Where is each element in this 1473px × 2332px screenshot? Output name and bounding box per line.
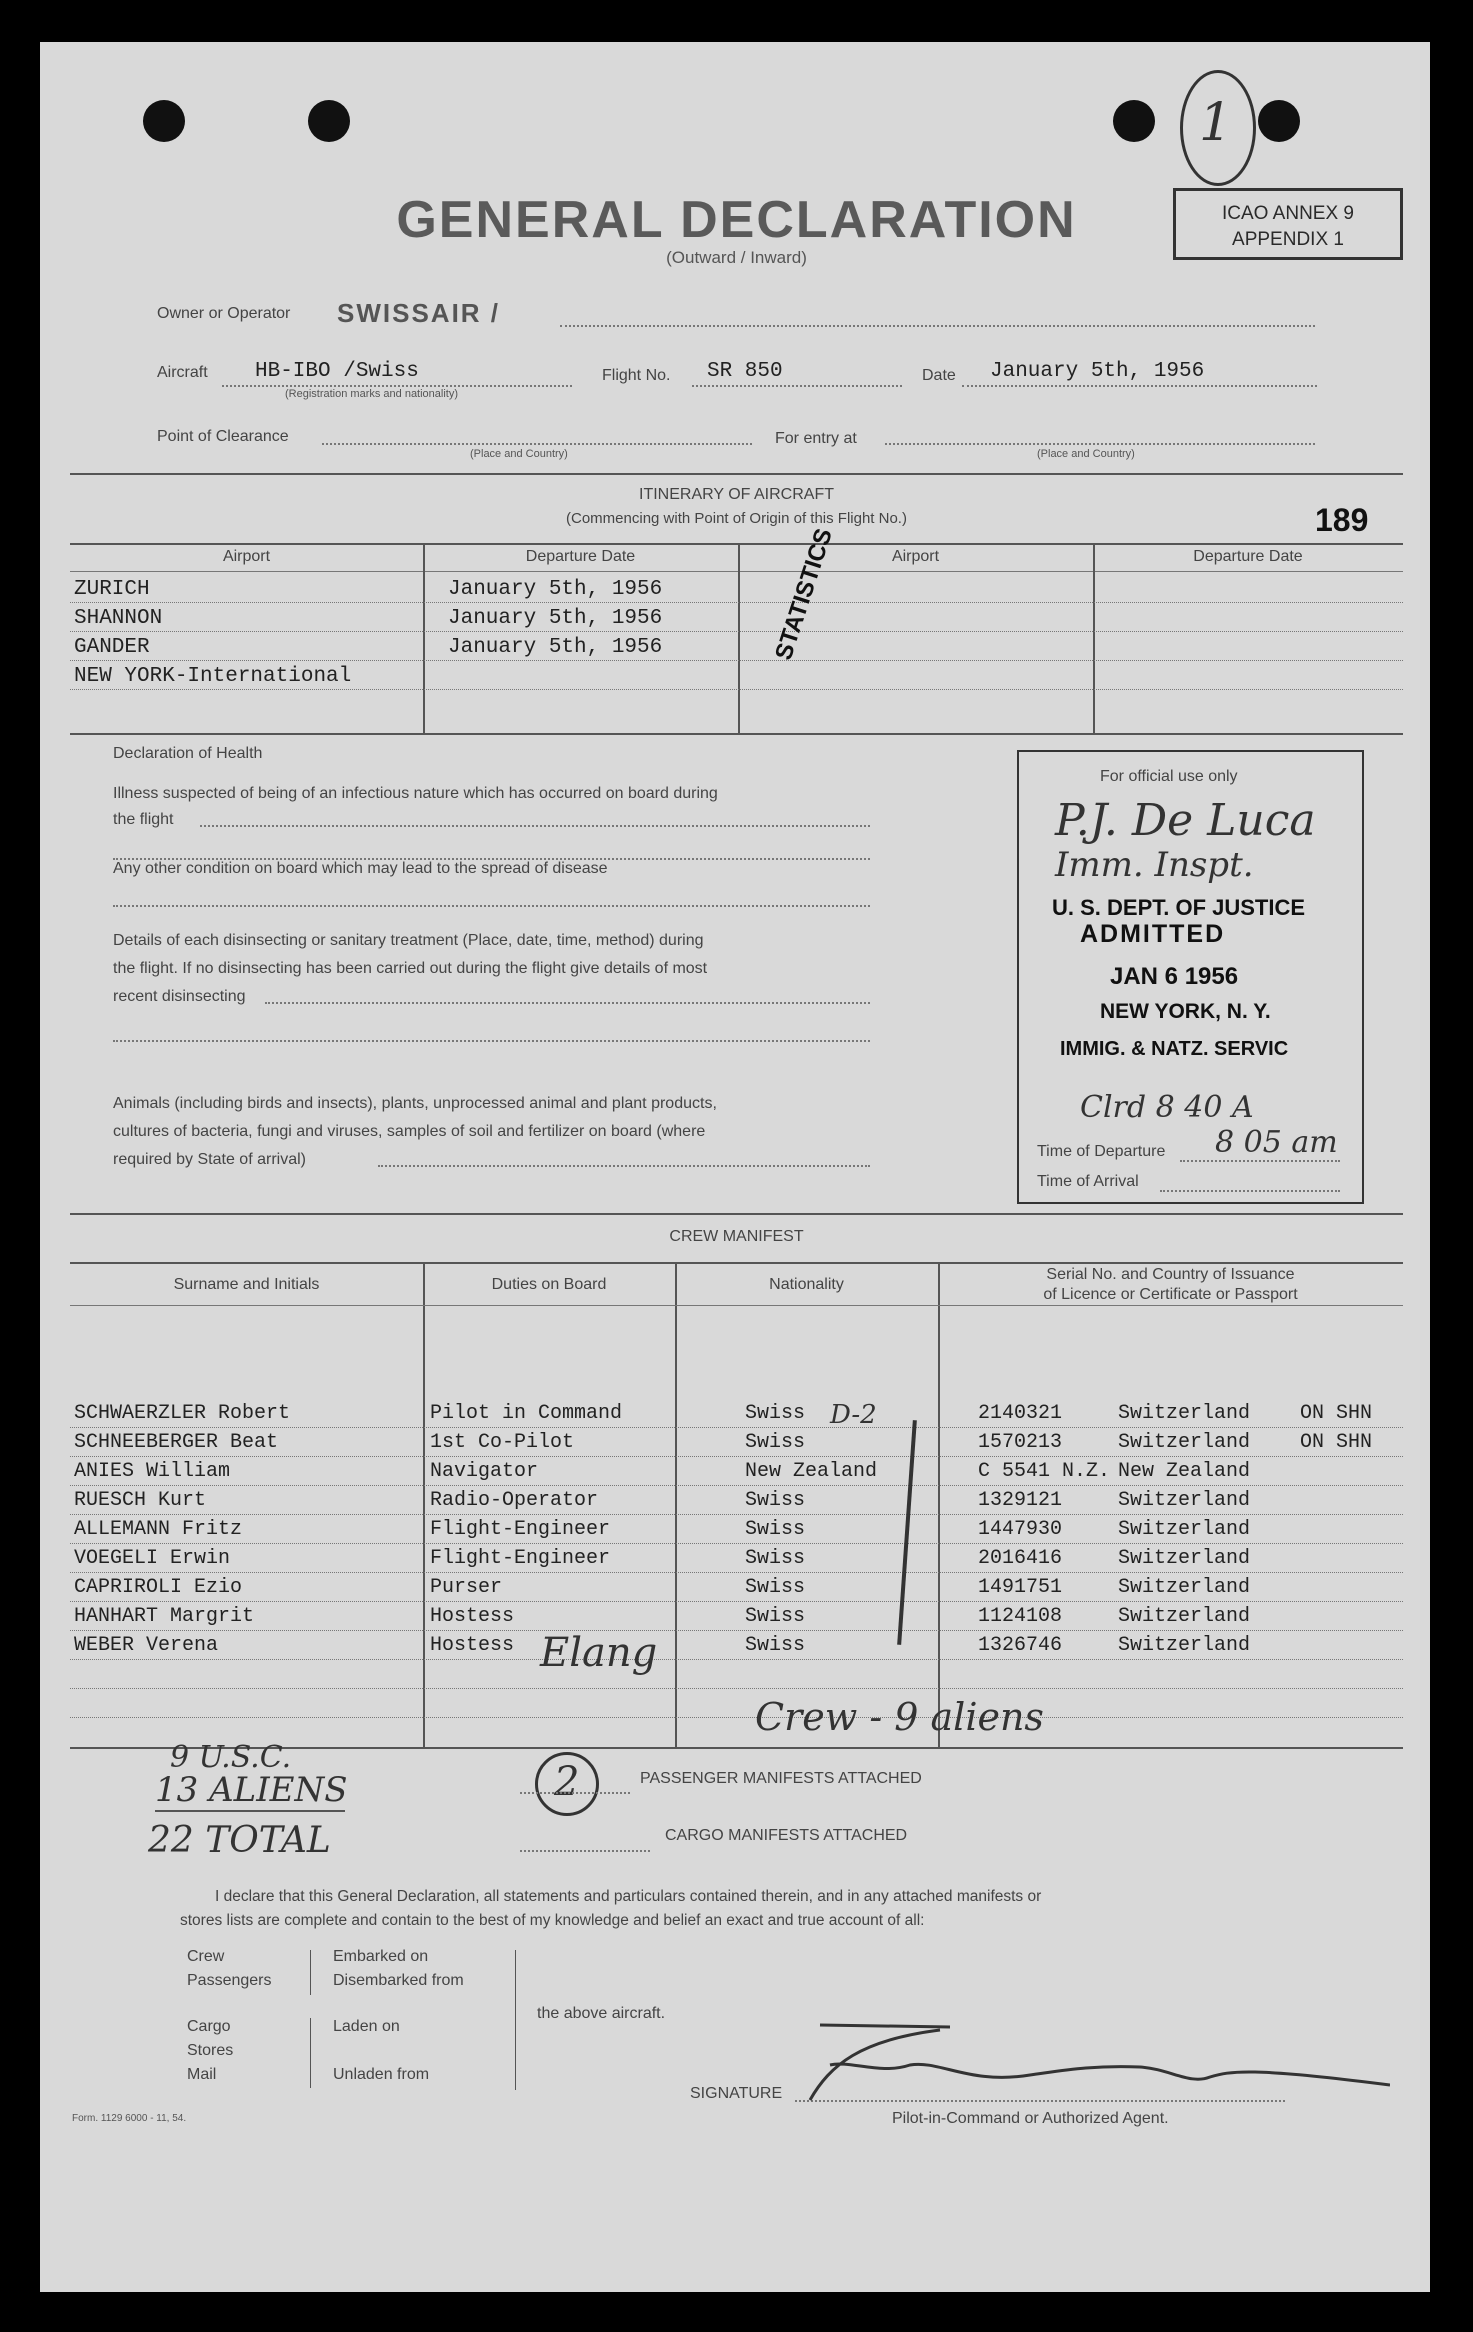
crew-country: Switzerland [1118,1402,1251,1425]
col-departure-2: Departure Date [1193,548,1303,565]
pilot-signature [790,2005,1390,2115]
column-rule [1093,543,1095,733]
row-line [70,1630,1403,1631]
crew-nat: Swiss [745,1402,806,1425]
answer-line [200,825,870,827]
page-title: GENERAL DECLARATION [396,191,1077,249]
crew-country: Switzerland [1118,1605,1251,1628]
column-rule [423,1262,425,1747]
health-q4: Animals (including birds and insects), plants, unprocessed animal and plant products, [113,1095,717,1112]
page-number: 189 [1315,502,1369,538]
crew-name: RUESCH Kurt [74,1489,207,1512]
icao-line1: ICAO ANNEX 9 [1222,203,1354,224]
official-title-handwritten: Imm. Inspt. [1055,845,1254,885]
entry-note: (Place and Country) [1037,448,1135,460]
flight-label: Flight No. [602,367,671,384]
entry-label: For entry at [775,430,857,447]
passenger-count-circle [535,1752,599,1816]
nationality-mark: D-2 [830,1400,877,1430]
crew-duty: Purser [430,1576,503,1599]
row-line [70,689,1403,690]
date-value: January 5th, 1956 [990,360,1205,383]
row-line [70,1572,1403,1573]
count-line [520,1792,630,1794]
col-name: Surname and Initials [173,1276,320,1293]
bracket [310,1950,311,1995]
itinerary-airport: SHANNON [74,607,163,630]
health-q3: Details of each disinsecting or sanitary treatment (Place, date, time, method) during [113,932,704,949]
crew-country: Switzerland [1118,1547,1251,1570]
underline [155,1810,345,1812]
col-duties: Duties on Board [491,1276,607,1293]
itinerary-title: ITINERARY OF AIRCRAFT [639,486,834,503]
column-rule [738,543,740,733]
itinerary-airport: NEW YORK-International [74,665,352,688]
answer-line [378,1165,870,1167]
row-line [70,1601,1403,1602]
health-q3-cont: the flight. If no disinsecting has been carried out during the flight give details of most [113,960,708,977]
crew-name: WEBER Verena [74,1634,219,1657]
crew-country: Switzerland [1118,1431,1251,1454]
itinerary-header-line [70,571,1403,572]
row-line [70,1485,1403,1486]
handwritten-initials: Elang [540,1630,658,1676]
punch-hole [143,100,185,142]
decl-above: the above aircraft. [537,2005,666,2022]
total-all: 22 TOTAL [148,1820,331,1861]
form-number: Form. 1129 6000 - 11, 54. [72,2113,187,2124]
crew-duty: 1st Co-Pilot [430,1431,575,1454]
crew-header-line [70,1305,1403,1306]
row-line [70,602,1403,603]
bracket [515,1950,516,2090]
crew-top-line [70,1262,1403,1264]
row-line [70,1659,1403,1660]
arrival-label: Time of Arrival [1037,1173,1139,1190]
stamp-place: NEW YORK, N. Y. [1100,1000,1271,1023]
col-departure-1: Departure Date [525,548,636,565]
itinerary-date: January 5th, 1956 [448,607,663,630]
health-q4-cont: cultures of bacteria, fungi and viruses, samples of soil and fertilizer on board (where [113,1123,706,1140]
col-serial: Serial No. and Country of Issuance [1046,1266,1295,1283]
crew-extra: ON SHN [1300,1402,1373,1425]
crew-name: CAPRIROLI Ezio [74,1576,243,1599]
declaration-text: I declare that this General Declaration, all statements and particulars contained therein, and in any attached manifests or [215,1888,1042,1905]
page-subtitle: (Outward / Inward) [666,248,807,267]
crew-hand-note: Crew - 9 aliens [755,1695,1044,1739]
stamp-admitted: ADMITTED [1080,920,1226,948]
crew-serial: C 5541 N.Z. [978,1460,1111,1483]
clearance-label: Point of Clearance [157,428,289,445]
crew-name: ANIES William [74,1460,231,1483]
crew-duty: Flight-Engineer [430,1518,611,1541]
row-line [70,631,1403,632]
crew-duty: Hostess [430,1634,515,1657]
aircraft-label: Aircraft [157,364,208,381]
departure-label: Time of Departure [1037,1143,1166,1160]
aircraft-line [222,385,572,387]
answer-line [265,1002,870,1004]
flight-line [692,385,902,387]
crew-serial: 2016416 [978,1547,1063,1570]
bracket [310,2018,311,2088]
circled-mark [1180,70,1256,186]
clearance-line [322,443,752,445]
crew-serial: 2140321 [978,1402,1063,1425]
crew-name: SCHWAERZLER Robert [74,1402,291,1425]
health-q2: Any other condition on board which may lead to the spread of disease [113,860,608,877]
crew-nat: Swiss [745,1518,806,1541]
crew-duty: Flight-Engineer [430,1547,611,1570]
date-label: Date [922,367,956,384]
divider [70,1213,1403,1215]
crew-name: ALLEMANN Fritz [74,1518,243,1541]
owner-value: SWISSAIR / [337,298,501,328]
divider [70,473,1403,475]
answer-line [113,905,870,907]
itinerary-subtitle: (Commencing with Point of Origin of this Flight No.) [566,510,907,527]
decl-mail: Mail [187,2066,217,2083]
decl-passengers: Passengers [187,1972,272,1989]
health-q1: Illness suspected of being of an infectious nature which has occurred on board during [113,785,718,802]
arrival-line [1160,1190,1340,1192]
departure-value: 8 05 am [1215,1125,1338,1160]
col-serial-cont: of Licence or Certificate or Passport [1043,1286,1298,1303]
decl-crew: Crew [187,1948,225,1965]
itinerary-date: January 5th, 1956 [448,636,663,659]
flight-value: SR 850 [707,360,783,383]
crew-name: VOEGELI Erwin [74,1547,231,1570]
answer-line [113,1040,870,1042]
row-line [70,1688,1403,1689]
row-line [70,1456,1403,1457]
decl-embarked: Embarked on [333,1948,429,1965]
crew-nat: Swiss [745,1547,806,1570]
col-airport-2: Airport [891,548,940,565]
punch-hole [308,100,350,142]
col-airport-1: Airport [222,548,271,565]
decl-stores: Stores [187,2042,234,2059]
crew-serial: 1447930 [978,1518,1063,1541]
signer-label: Pilot-in-Command or Authorized Agent. [892,2110,1169,2127]
decl-unladen: Unladen from [333,2066,430,2083]
col-nationality: Nationality [769,1276,844,1293]
health-q4-cont2: required by State of arrival) [113,1151,306,1168]
row-line [70,1514,1403,1515]
crew-nat: Swiss [745,1634,806,1657]
crew-serial: 1124108 [978,1605,1063,1628]
itinerary-top-line [70,543,1403,545]
crew-serial: 1329121 [978,1489,1063,1512]
crew-extra: ON SHN [1300,1431,1373,1454]
crew-nat: Swiss [745,1431,806,1454]
stamp-date: JAN 6 1956 [1110,963,1239,990]
stamp-service: IMMIG. & NATZ. SERVIC [1060,1038,1289,1060]
punch-hole [1258,100,1300,142]
punch-hole [1113,100,1155,142]
crew-country: New Zealand [1118,1460,1251,1483]
crew-country: Switzerland [1118,1576,1251,1599]
aircraft-value: HB-IBO /Swiss [255,360,419,383]
column-rule [675,1262,677,1747]
crew-serial: 1491751 [978,1576,1063,1599]
crew-serial: 1326746 [978,1634,1063,1657]
crew-nat: Swiss [745,1576,806,1599]
declaration-text-cont: stores lists are complete and contain to the best of my knowledge and belief an exact and true account of all: [180,1912,925,1929]
crew-name: SCHNEEBERGER Beat [74,1431,279,1454]
date-line [962,385,1317,387]
count-line [520,1850,650,1852]
itinerary-airport: GANDER [74,636,150,659]
crew-duty: Navigator [430,1460,539,1483]
signature-label: SIGNATURE [690,2085,783,2102]
itinerary-date: January 5th, 1956 [448,578,663,601]
cleared-note: Clrd 8 40 A [1080,1090,1254,1125]
official-signature: P.J. De Luca [1055,795,1316,846]
crew-country: Switzerland [1118,1489,1251,1512]
cargo-manifests-label: CARGO MANIFESTS ATTACHED [665,1827,908,1844]
decl-disembarked: Disembarked from [333,1972,464,1989]
circled-number: 1 [1199,93,1233,153]
departure-line [1180,1160,1340,1162]
row-line [70,1427,1403,1428]
health-heading: Declaration of Health [113,745,263,762]
crew-serial: 1570213 [978,1431,1063,1454]
stamp-dept: U. S. DEPT. OF JUSTICE [1052,895,1306,920]
itinerary-bottom-line [70,733,1403,735]
total-aliens: 13 ALIENS [155,1770,348,1810]
aircraft-note: (Registration marks and nationality) [285,388,459,400]
official-label: For official use only [1100,768,1238,785]
crew-name: HANHART Margrit [74,1605,255,1628]
crew-duty: Pilot in Command [430,1402,623,1425]
owner-line [560,325,1315,327]
passenger-count: 2 [554,1759,580,1805]
row-line [70,1543,1403,1544]
health-q1-cont: the flight [113,811,174,828]
icao-box [1173,188,1403,260]
owner-label: Owner or Operator [157,305,291,322]
crew-duty: Hostess [430,1605,515,1628]
passenger-manifests-label: PASSENGER MANIFESTS ATTACHED [640,1770,922,1787]
column-rule [938,1262,940,1747]
crew-nat: Swiss [745,1489,806,1512]
row-line [70,1717,1403,1718]
entry-line [885,443,1315,445]
crew-nat: New Zealand [745,1460,878,1483]
crew-nat: Swiss [745,1605,806,1628]
itinerary-airport: ZURICH [74,578,150,601]
row-line [70,660,1403,661]
decl-laden: Laden on [333,2018,400,2035]
statistics-stamp: STATISTICS [770,525,838,664]
decl-cargo: Cargo [187,2018,231,2035]
total-usc: 9 U.S.C. [170,1740,292,1775]
column-rule [423,543,425,733]
health-q3-cont2: recent disinsecting [113,988,246,1005]
icao-line2: APPENDIX 1 [1232,229,1344,250]
crew-country: Switzerland [1118,1634,1251,1657]
clearance-note: (Place and Country) [470,448,568,460]
crew-duty: Radio-Operator [430,1489,599,1512]
crew-title: CREW MANIFEST [669,1228,804,1245]
crew-country: Switzerland [1118,1518,1251,1541]
